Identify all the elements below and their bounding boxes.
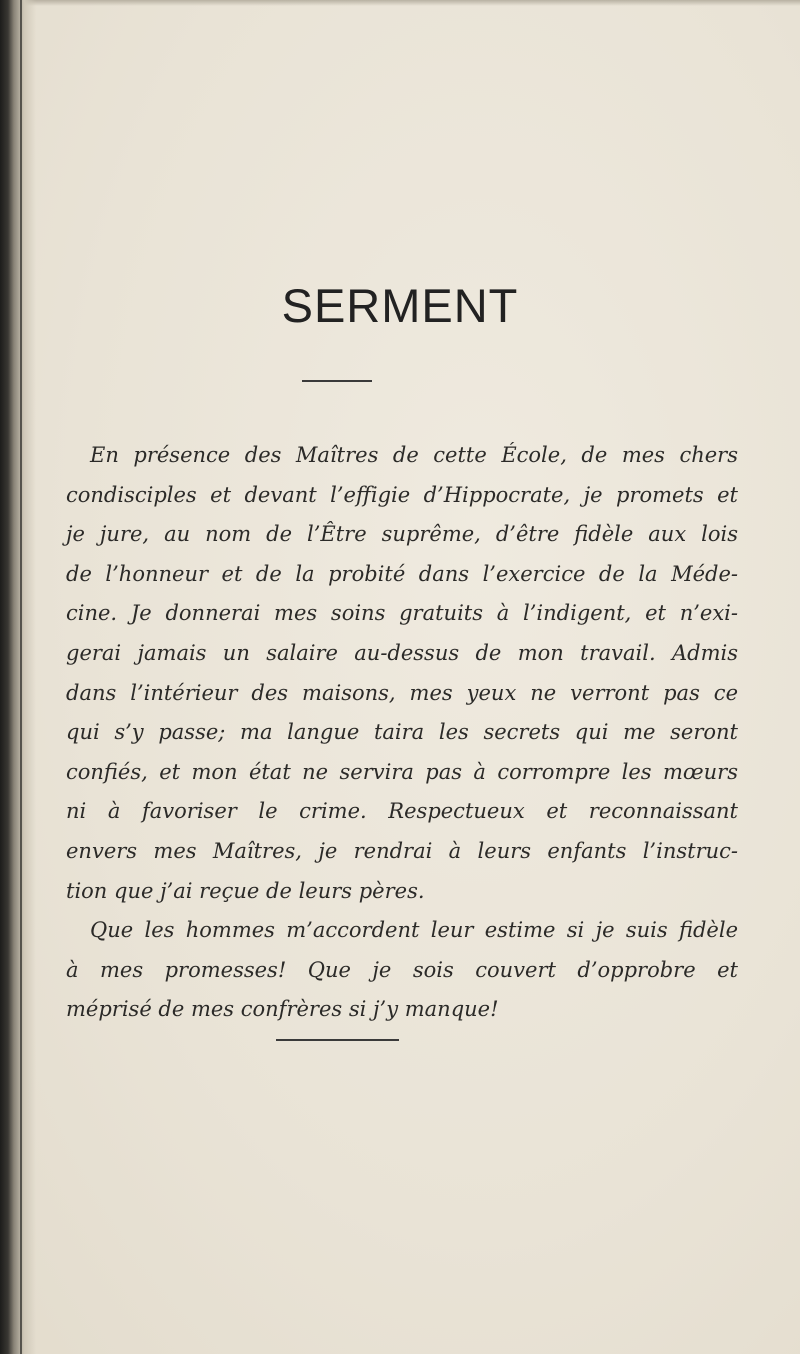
text-line: qui s’y passe; ma langue taira les secrets qui me seront (66, 720, 738, 745)
oath-text (66, 436, 738, 1030)
oath-paragraph-2 (66, 911, 738, 1030)
text-line: Que les hommes m’accordent leur estime si je suis fidèle (90, 918, 738, 943)
binding-gutter-line (20, 0, 22, 1354)
text-line: ni à favoriser le crime. Respectueux et reconnaissant (66, 799, 738, 824)
text-line: En présence des Maîtres de cette École, de mes chers (90, 443, 738, 467)
text-line: cine. Je donnerai mes soins gratuits à l’indigent, et n’exi- (66, 601, 738, 626)
text-line: je jure, au nom de l’Être suprême, d’être fidèle aux lois (66, 522, 738, 547)
text-line: confiés, et mon état ne servira pas à corrompre les mœurs (66, 759, 738, 784)
book-binding-shadow (0, 0, 36, 1354)
text-line: à mes promesses! Que je sois couvert d’opprobre et (66, 957, 738, 982)
text-line: tion que j’ai reçue de leurs pères. (66, 878, 425, 903)
text-line: envers mes Maîtres, je rendrai à leurs enfants l’instruc- (66, 838, 738, 863)
closing-divider-rule (276, 1039, 399, 1041)
oath-paragraph-1 (66, 436, 738, 911)
page-top-edge (0, 0, 800, 6)
text-line: gerai jamais un salaire au-dessus de mon travail. Admis (66, 640, 738, 665)
text-line: dans l’intérieur des maisons, mes yeux ne verront pas ce (66, 680, 738, 705)
text-line: condisciples et devant l’effigie d’Hippocrate, je promets et (66, 482, 738, 507)
text-line: méprisé de mes confrères si j’y manque! (66, 997, 499, 1022)
page-title: SERMENT (281, 279, 519, 332)
title-divider-rule (302, 380, 372, 382)
text-line: de l’honneur et de la probité dans l’exercice de la Méde- (66, 561, 738, 586)
